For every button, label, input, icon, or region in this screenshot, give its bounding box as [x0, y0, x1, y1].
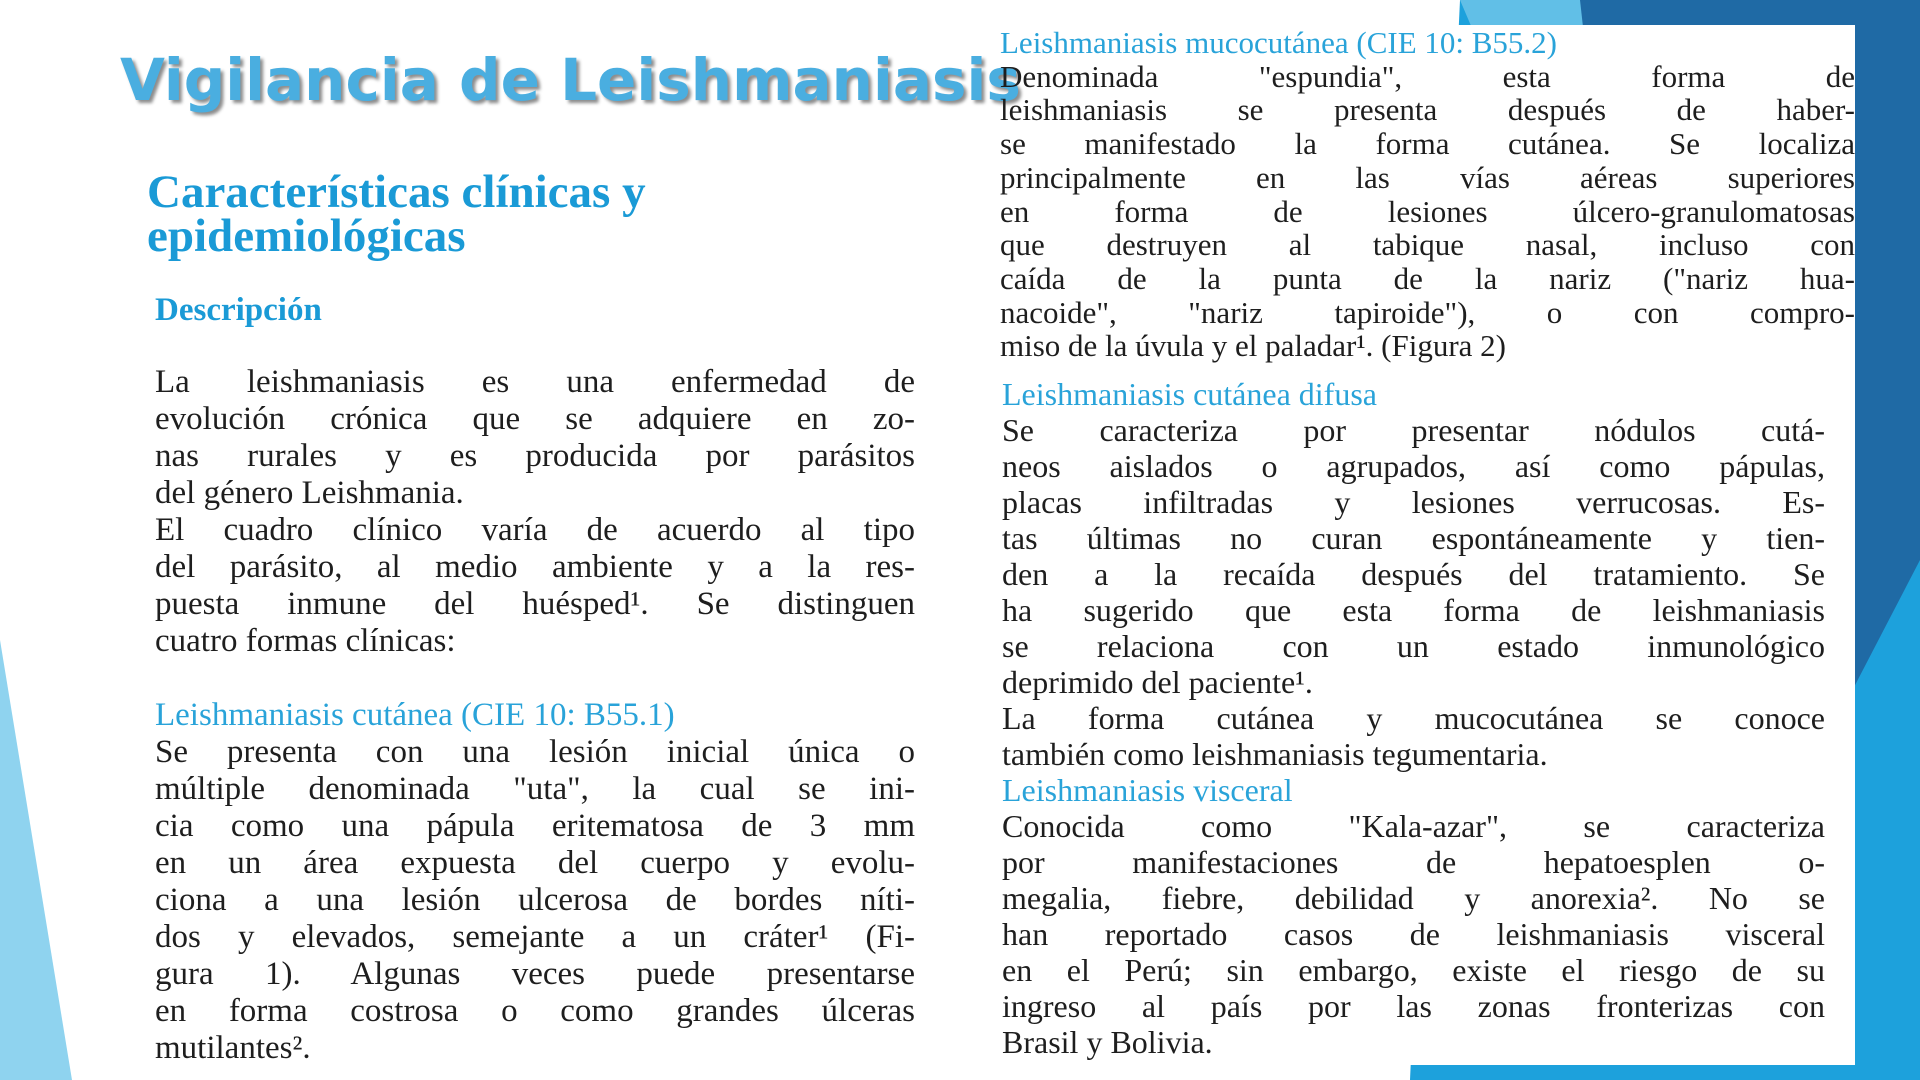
text-line: ha sugerido que esta forma de leishmaniasis [1002, 592, 1825, 628]
text-line: del género Leishmania. [155, 475, 464, 511]
text-line: den a la recaída después del tratamiento. Se [1002, 556, 1825, 592]
text-line: Brasil y Bolivia. [1002, 1024, 1213, 1060]
text-line: se relaciona con un estado inmunológico [1002, 628, 1825, 664]
right-column-top [1000, 26, 1855, 363]
text-line: miso de la úvula y el paladar¹. (Figura 2) [1000, 328, 1507, 364]
description-heading: Descripción [155, 292, 322, 328]
text-line: evolución crónica que se adquiere en zo- [155, 401, 915, 437]
text-line: neos aislados o agrupados, así como pápulas, [1002, 448, 1825, 484]
text-line: deprimido del paciente¹. [1002, 664, 1313, 700]
text-line: megalia, fiebre, debilidad y anorexia². No se [1002, 880, 1825, 916]
right-column-bottom [1002, 376, 1825, 1060]
text-line: El cuadro clínico varía de acuerdo al tipo [155, 512, 915, 548]
text-line: cia como una pápula eritematosa de 3 mm [155, 808, 915, 844]
text-line: Denominada "espundia", esta forma de [1000, 58, 1855, 94]
text-line: Conocida como "Kala-azar", se caracteriza [1002, 808, 1825, 844]
text-line: principalmente en las vías aéreas superiores [1000, 159, 1855, 195]
section-heading [147, 166, 646, 262]
text-line: en forma de lesiones úlcero-granulomatosas [1000, 193, 1855, 229]
text-line: ingreso al país por las zonas fronterizas con [1002, 988, 1825, 1024]
cutanea-title: Leishmaniasis cutánea (CIE 10: B55.1) [155, 697, 675, 733]
text-line: que destruyen al tabique nasal, incluso con [1000, 227, 1855, 263]
text-line: también como leishmaniasis tegumentaria. [1002, 736, 1548, 772]
text-line: caída de la punta de la nariz ("nariz hua- [1000, 260, 1855, 296]
left-column [155, 364, 915, 1067]
text-line: placas infiltradas y lesiones verrucosas. Es- [1002, 484, 1825, 520]
text-line: ciona a una lesión ulcerosa de bordes níti- [155, 882, 915, 918]
text-line: tas últimas no curan espontáneamente y tien- [1002, 520, 1825, 556]
text-line: La leishmaniasis es una enfermedad de [155, 364, 915, 400]
heading-line: epidemiológicas [147, 210, 466, 262]
text-line: múltiple denominada "uta", la cual se ini- [155, 771, 915, 807]
text-line: nacoide", "nariz tapiroide"), o con compro- [1000, 294, 1855, 330]
text-line: Se presenta con una lesión inicial única o [155, 734, 915, 770]
text-line: La forma cutánea y mucocutánea se conoce [1002, 700, 1825, 736]
text-line: en forma costrosa o como grandes úlceras [155, 993, 915, 1029]
text-line: en un área expuesta del cuerpo y evolu- [155, 845, 915, 881]
visceral-title: Leishmaniasis visceral [1002, 772, 1293, 808]
text-line: Se caracteriza por presentar nódulos cutá- [1002, 412, 1825, 448]
mucocutanea-title: Leishmaniasis mucocutánea (CIE 10: B55.2) [1000, 25, 1558, 60]
text-line: leishmaniasis se presenta después de haber- [1000, 92, 1855, 128]
text-line: se manifestado la forma cutánea. Se localiza [1000, 126, 1855, 162]
text-line: han reportado casos de leishmaniasis visceral [1002, 916, 1825, 952]
text-line: mutilantes². [155, 1030, 311, 1066]
text-line: puesta inmune del huésped¹. Se distinguen [155, 586, 915, 622]
text-line: en el Perú; sin embargo, existe el riesgo de su [1002, 952, 1825, 988]
slide-title: Vigilancia de Leishmaniasis [120, 46, 1021, 114]
heading-line: Características clínicas y [147, 166, 646, 218]
text-line: del parásito, al medio ambiente y a la res- [155, 549, 915, 585]
text-line: gura 1). Algunas veces puede presentarse [155, 956, 915, 992]
text-line: cuatro formas clínicas: [155, 623, 456, 659]
text-line: dos y elevados, semejante a un cráter¹ (Fi- [155, 919, 915, 955]
difusa-title: Leishmaniasis cutánea difusa [1002, 376, 1377, 412]
text-line: nas rurales y es producida por parásitos [155, 438, 915, 474]
text-line: por manifestaciones de hepatoesplen o- [1002, 844, 1825, 880]
